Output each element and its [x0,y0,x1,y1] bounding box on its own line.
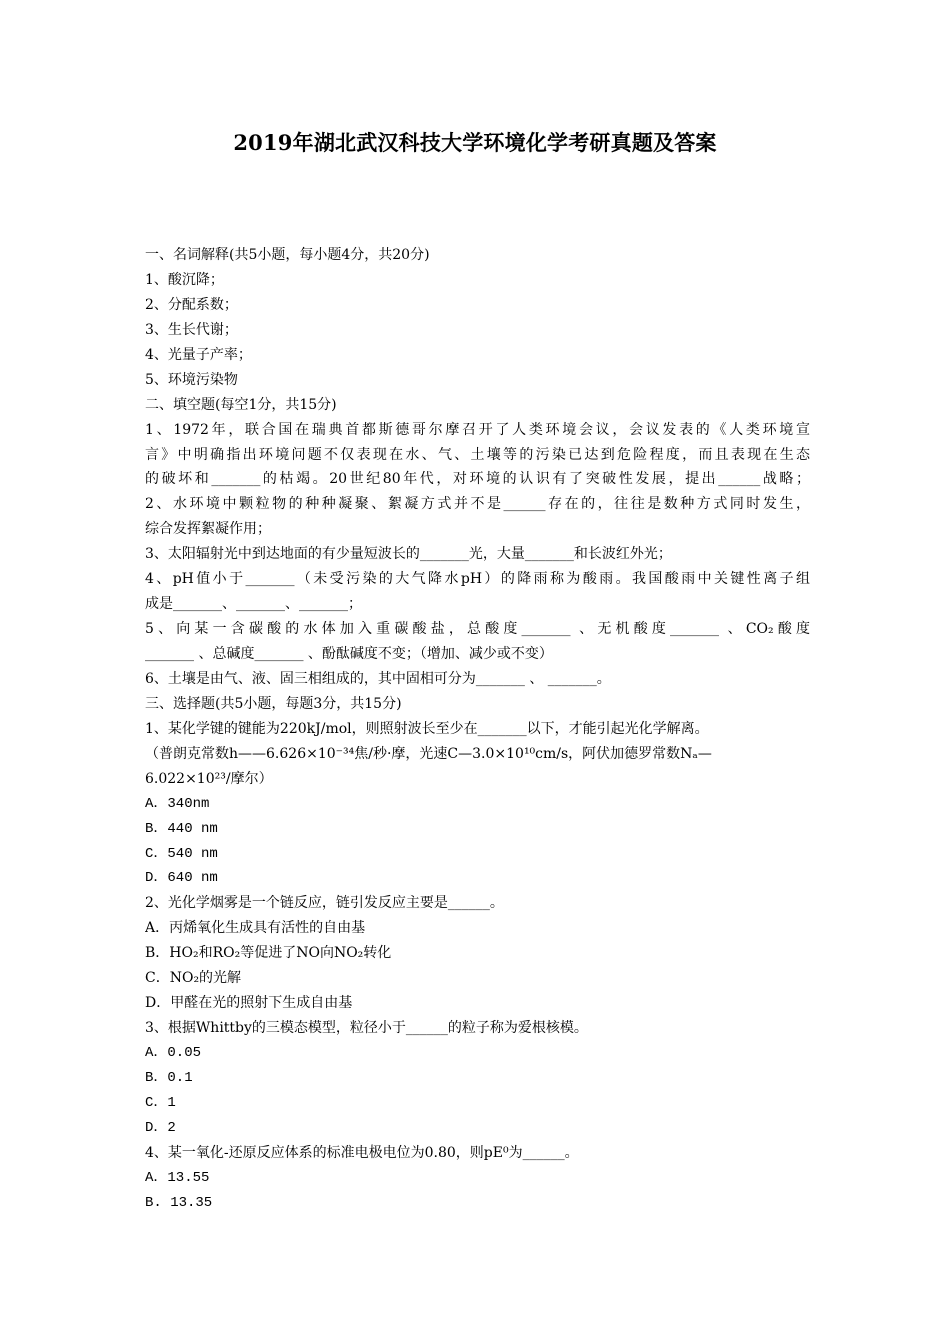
question-line: _______ 、总碱度_______ 、酚酞碱度不变；（增加、减少或不变） [145,646,553,662]
question-line: 4、某一氧化-还原反应体系的标准电极电位为0.80，则pE⁰为______。 [145,1144,579,1161]
question-line: 6、土壤是由气、液、固三相组成的，其中固相可分为_______ 、 _______。 [145,670,611,687]
option-line: D．2 [145,1119,176,1136]
exam-content [145,243,810,1216]
question-line: 的破坏和_______的枯竭。20世纪80年代，对环境的认识有了突破性发展，提出______战略； [145,471,810,488]
section-heading: 二、填空题(每空1分，共15分) [145,396,337,413]
option-line: B．0.1 [145,1069,193,1086]
option-line: C．540 nm [145,845,218,862]
question-line: 2、水环境中颗粒物的种种凝聚、絮凝方式并不是______存在的，往往是数种方式同时发生， [145,496,810,513]
question-line: （普朗克常数h——6.626×10⁻³⁴焦/秒·摩，光速C—3.0×10¹⁰cm/s，阿伏加德罗常数Nₐ— [145,745,712,762]
question-line: 成是_______、_______、_______； [145,596,362,613]
question-line: 1、某化学键的键能为220kJ/mol，则照射波长至少在_______以下，才能引起光化学解离。 [145,720,709,737]
question-line: 1、1972年，联合国在瑞典首都斯德哥尔摩召开了人类环境会议，会议发表的《人类环境宣 [145,421,810,438]
question-line: 1、酸沉降； [145,271,224,288]
question-line: 综合发挥絮凝作用； [145,521,271,538]
option-line: D．640 nm [145,870,218,887]
option-line: A．0.05 [145,1045,202,1061]
option-line: D．甲醛在光的照射下生成自由基 [145,995,353,1012]
option-line: B．440 nm [145,820,218,837]
option-line: A．丙烯氧化生成具有活性的自由基 [145,920,366,937]
question-line: 3、太阳辐射光中到达地面的有少量短波长的_______光，大量_______和长波红外光； [145,546,672,563]
option-line: B．HO₂和RO₂等促进了NO向NO₂转化 [145,945,392,962]
question-line: 6.022×10²³/摩尔） [145,770,273,787]
option-line: C．NO₂的光解 [145,970,242,987]
question-line: 5、环境污染物 [145,371,238,388]
question-line: 2、分配系数； [145,296,238,313]
section-heading: 一、名词解释(共5小题，每小题4分，共20分) [145,247,430,263]
question-line: 2、光化学烟雾是一个链反应，链引发反应主要是______。 [145,895,504,912]
section-heading: 三、选择题(共5小题，每题3分，共15分) [145,695,402,712]
question-line: 3、生长代谢； [145,321,238,338]
option-line: B. 13.35 [145,1194,213,1211]
question-line: 4、pH值小于_______（未受污染的大气降水pH）的降雨称为酸雨。我国酸雨中关键性离子组 [145,571,810,588]
question-line: 5、向某一含碳酸的水体加入重碳酸盐，总酸度_______ 、无机酸度_______ 、CO₂酸度 [145,621,810,638]
option-line: A．13.55 [145,1169,210,1186]
question-line: 3、根据Whittby的三模态模型，粒径小于______的粒子称为爱根核模。 [145,1020,588,1037]
question-line: 4、光量子产率； [145,346,252,363]
question-line: 言》中明确指出环境问题不仅表现在水、气、土壤等的污染已达到危险程度，而且表现在生态 [145,446,810,463]
page-title: 2019年湖北武汉科技大学环境化学考研真题及答案 [233,130,717,155]
option-line: C．1 [145,1094,176,1111]
option-line: A．340nm [145,795,210,812]
